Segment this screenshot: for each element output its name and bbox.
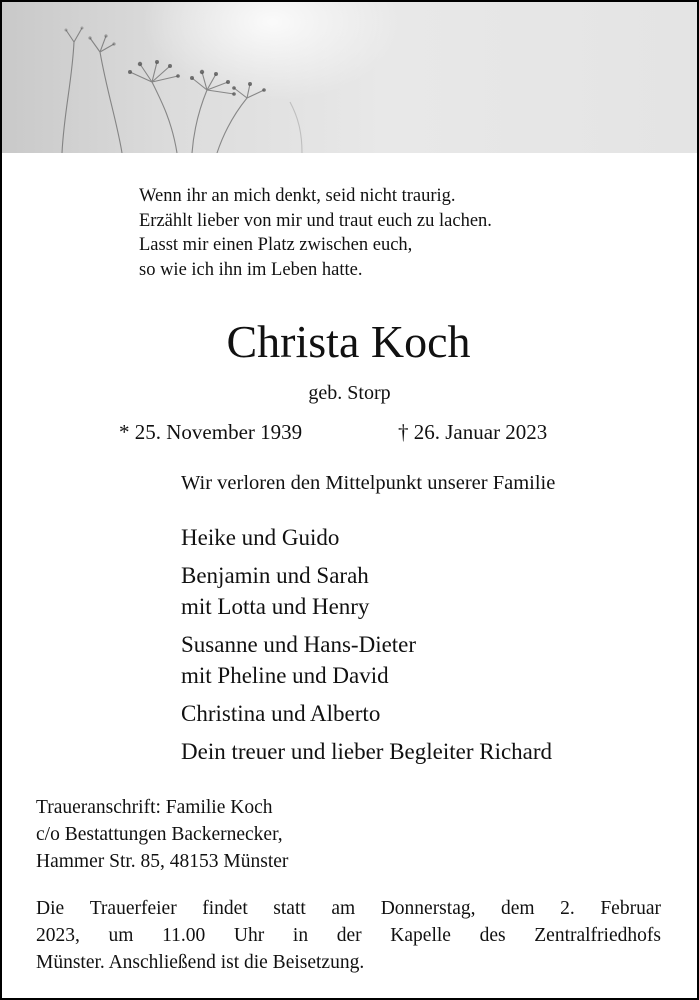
funeral-word: 11.00 bbox=[162, 925, 206, 946]
mourner-line: Christina und Alberto bbox=[181, 701, 381, 726]
mourner-line: Susanne und Hans-Dieter bbox=[181, 632, 417, 657]
mourner-line: Dein treuer und lieber Begleiter Richard bbox=[181, 739, 553, 764]
funeral-word: um bbox=[108, 925, 134, 946]
funeral-word: des bbox=[479, 925, 506, 946]
mourner-group bbox=[181, 698, 552, 729]
funeral-line: Münster. Anschließend ist die Beisetzung. bbox=[36, 952, 365, 973]
funeral-word: der bbox=[336, 925, 362, 946]
mourner-group bbox=[181, 522, 552, 553]
header-photo-dried-flowers bbox=[2, 2, 697, 153]
deceased-name-heading bbox=[2, 314, 697, 370]
address-line: Hammer Str. 85, 48153 Münster bbox=[36, 851, 289, 872]
funeral-word: Kapelle bbox=[390, 925, 451, 946]
funeral-word: Uhr bbox=[233, 925, 265, 946]
funeral-word: am bbox=[331, 898, 356, 919]
mourning-address bbox=[36, 794, 288, 875]
mourner-line: mit Lotta und Henry bbox=[181, 594, 370, 619]
funeral-word: statt bbox=[273, 898, 306, 919]
funeral-announcement bbox=[36, 895, 661, 976]
deceased-name: Christa Koch bbox=[226, 316, 471, 367]
funeral-word: Februar bbox=[600, 898, 661, 919]
mourner-group bbox=[181, 560, 552, 622]
mourner-line: Heike und Guido bbox=[181, 525, 340, 550]
address-line: Traueranschrift: Familie Koch bbox=[36, 797, 273, 818]
memorial-poem bbox=[139, 184, 492, 282]
mourner-group bbox=[181, 736, 552, 767]
address-line: c/o Bestattungen Backernecker, bbox=[36, 824, 283, 845]
poem-line: Erzählt lieber von mir und traut euch zu lachen. bbox=[139, 210, 492, 231]
mourner-group bbox=[181, 629, 552, 691]
funeral-word: Die bbox=[36, 898, 65, 919]
funeral-word: findet bbox=[202, 898, 248, 919]
funeral-word: dem bbox=[501, 898, 535, 919]
mourner-line: mit Pheline und David bbox=[181, 663, 389, 688]
poem-line: so wie ich ihn im Leben hatte. bbox=[139, 259, 363, 280]
mourners-list bbox=[181, 522, 552, 774]
funeral-word: in bbox=[292, 925, 309, 946]
birth-name: geb. Storp bbox=[308, 382, 391, 404]
death-date: † 26. Januar 2023 bbox=[398, 420, 548, 444]
dried-flower-stems-illustration bbox=[2, 2, 697, 153]
mourning-intro: Wir verloren den Mittelpunkt unserer Familie bbox=[181, 472, 556, 494]
funeral-word: Zentralfriedhofs bbox=[534, 925, 661, 946]
funeral-word: Trauerfeier bbox=[89, 898, 177, 919]
poem-line: Wenn ihr an mich denkt, seid nicht traurig. bbox=[139, 186, 456, 206]
funeral-word: 2023, bbox=[36, 925, 80, 946]
funeral-word: Donnerstag, bbox=[380, 898, 476, 919]
funeral-line bbox=[36, 922, 661, 949]
birth-date: * 25. November 1939 bbox=[119, 420, 303, 444]
funeral-line bbox=[36, 895, 661, 922]
funeral-word: 2. bbox=[560, 898, 575, 919]
poem-line: Lasst mir einen Platz zwischen euch, bbox=[139, 235, 413, 255]
mourner-line: Benjamin und Sarah bbox=[181, 563, 369, 588]
